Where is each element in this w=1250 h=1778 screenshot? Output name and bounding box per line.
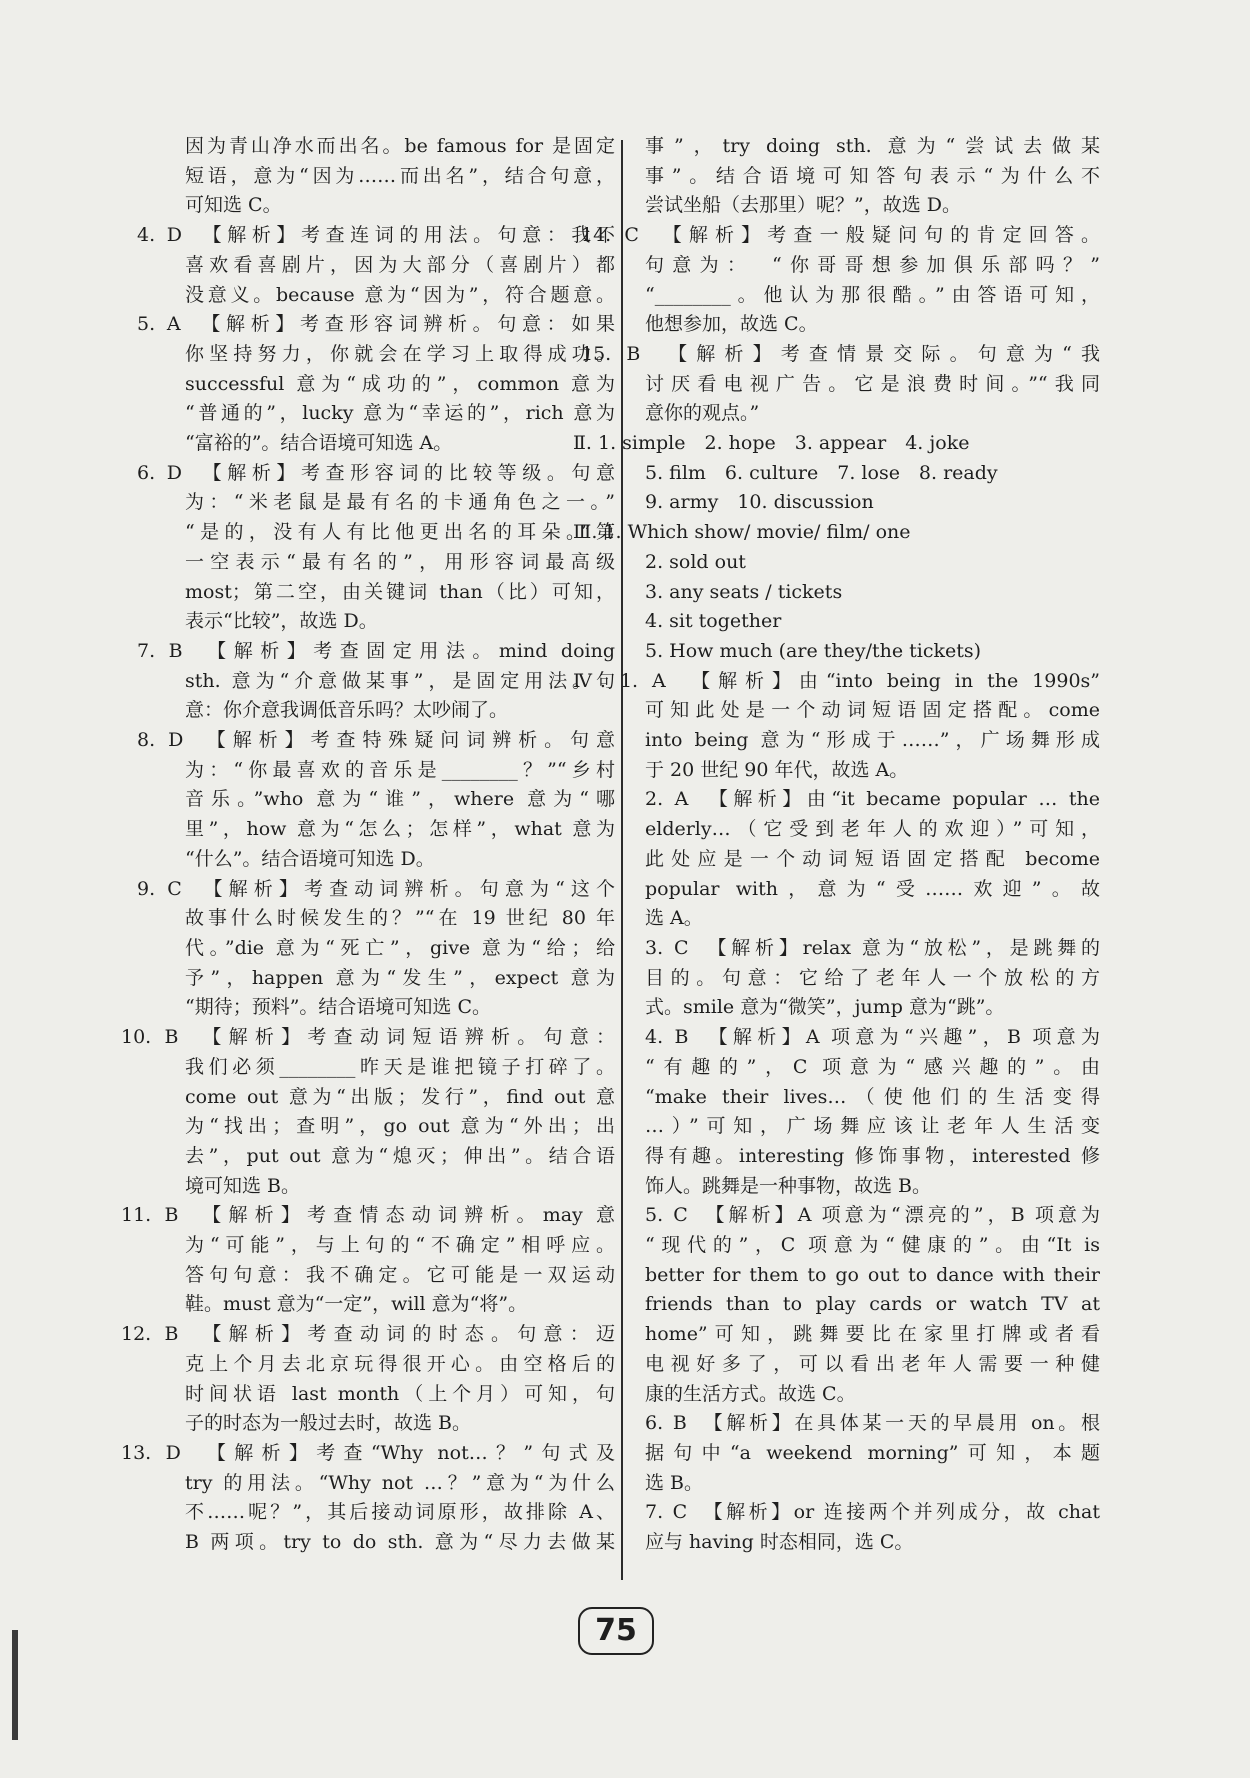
text-line: 10. B 【解析】考查动词短语辨析。句意： bbox=[121, 1026, 615, 1049]
text-line: …）”可知，广场舞应该让老年人生活变 bbox=[645, 1115, 1100, 1138]
text-line: 12. B 【解析】考查动词的时态。句意：迈 bbox=[121, 1323, 615, 1346]
text-line: Ⅱ. 1. simple 2. hope 3. appear 4. joke bbox=[573, 432, 970, 455]
text-line: 事”。结合语境可知答句表示“为什么不 bbox=[645, 164, 1100, 187]
text-line: “有趣的”，C 项意为“感兴趣的”。由 bbox=[645, 1055, 1100, 1078]
text-line: 代。”die 意为“死亡”，give 意为“给；给 bbox=[185, 936, 615, 959]
text-line: “是的，没有人有比他更出名的耳朵。”第 bbox=[185, 521, 615, 544]
text-line: 因为青山净水而出名。be famous for 是固定 bbox=[185, 135, 615, 157]
text-line: 境可知选 B。 bbox=[185, 1174, 301, 1197]
text-line: 5. C 【解析】A 项意为“漂亮的”，B 项意为 bbox=[645, 1204, 1100, 1227]
text-line: 饰人。跳舞是一种事物，故选 B。 bbox=[645, 1174, 932, 1197]
text-line: sth. 意为“介意做某事”，是固定用法。句 bbox=[185, 669, 615, 692]
text-line: 音乐。”who 意为“谁”，where 意为“哪 bbox=[185, 788, 615, 811]
text-line: 应与 having 时态相同，选 C。 bbox=[645, 1531, 914, 1554]
text-line: 选 B。 bbox=[645, 1471, 704, 1494]
text-line: into being 意为“形成于……”，广场舞形成 bbox=[645, 729, 1100, 752]
text-line: 选 A。 bbox=[645, 907, 703, 930]
text-line: 6. D 【解析】考查形容词的比较等级。句意 bbox=[137, 461, 615, 484]
text-line: 尝试坐船（去那里）呢？”，故选 D。 bbox=[645, 194, 961, 217]
text-line: better for them to go out to dance with their bbox=[645, 1263, 1100, 1286]
text-line: 事”，try doing sth. 意为“尝试去做某 bbox=[645, 135, 1100, 157]
text-line: 我们必须________昨天是谁把镜子打碎了。 bbox=[185, 1055, 615, 1078]
text-line: 可知此处是一个动词短语固定搭配。come bbox=[645, 699, 1100, 722]
text-line: elderly…（它受到老年人的欢迎）”可知， bbox=[645, 818, 1100, 841]
text-line: 式。smile 意为“微笑”，jump 意为“跳”。 bbox=[645, 996, 1005, 1019]
text-line: 喜欢看喜剧片，因为大部分（喜剧片）都 bbox=[185, 253, 615, 276]
text-line: 里”，how 意为“怎么；怎样”，what 意为 bbox=[185, 818, 615, 841]
text-line: 句意为： “你哥哥想参加俱乐部吗？” bbox=[645, 253, 1100, 276]
text-line: “make their lives…（使他们的生活变得 bbox=[645, 1085, 1100, 1108]
text-line: 讨厌看电视广告。它是浪费时间。”“我同 bbox=[645, 372, 1100, 395]
text-line: 14. C 【解析】考查一般疑问句的肯定回答。 bbox=[581, 224, 1100, 247]
text-line: successful 意为“成功的”，common 意为 bbox=[185, 372, 615, 395]
text-line: 9. C 【解析】考查动词辨析。句意为“这个 bbox=[137, 877, 615, 900]
text-line: popular with，意为“受……欢迎”。故 bbox=[645, 877, 1100, 900]
text-line: 表示“比较”，故选 D。 bbox=[185, 610, 378, 633]
text-line: try 的用法。“Why not …？”意为“为什么 bbox=[185, 1471, 615, 1494]
text-line: 意你的观点。” bbox=[645, 402, 760, 425]
text-line: “富裕的”。结合语境可知选 A。 bbox=[185, 432, 453, 455]
text-line: 意：你介意我调低音乐吗？太吵闹了。 bbox=[185, 699, 509, 722]
text-line: 8. D 【解析】考查特殊疑问词辨析。句意 bbox=[137, 729, 615, 752]
text-line: home”可知，跳舞要比在家里打牌或者看 bbox=[645, 1323, 1100, 1346]
text-line: 为：“米老鼠是最有名的卡通角色之一。” bbox=[185, 491, 615, 514]
text-line: 4. D 【解析】考查连词的用法。句意：我不 bbox=[137, 224, 615, 247]
text-line: 可知选 C。 bbox=[185, 194, 282, 217]
text-line: most；第二空，由关键词 than（比）可知， bbox=[185, 580, 615, 603]
text-line: 11. B 【解析】考查情态动词辨析。may 意 bbox=[121, 1204, 615, 1227]
text-line: 不……呢？”，其后接动词原形，故排除 A、 bbox=[185, 1501, 615, 1524]
page-number: 75 bbox=[578, 1607, 654, 1655]
text-line: 目的。句意：它给了老年人一个放松的方 bbox=[645, 966, 1100, 989]
text-line: 得有趣。interesting 修饰事物，interested 修 bbox=[645, 1144, 1100, 1167]
text-line: 据句中“a weekend morning”可知，本题 bbox=[645, 1441, 1100, 1464]
text-line: “现代的”，C 项意为“健康的”。由“It is bbox=[645, 1234, 1100, 1257]
text-line: 4. sit together bbox=[645, 610, 782, 633]
text-line: 6. B 【解析】在具体某一天的早晨用 on。根 bbox=[645, 1412, 1100, 1435]
text-line: 予”，happen 意为“发生”，expect 意为 bbox=[185, 966, 615, 989]
text-line: 9. army 10. discussion bbox=[645, 491, 874, 514]
text-line: 一空表示“最有名的”，用形容词最高级 bbox=[185, 550, 615, 573]
text-line: “期待；预料”。结合语境可知选 C。 bbox=[185, 996, 492, 1019]
text-line: “________。他认为那很酷。”由答语可知， bbox=[645, 283, 1100, 306]
text-line: come out 意为“出版；发行”，find out 意 bbox=[185, 1085, 615, 1108]
text-line: 为：“你最喜欢的音乐是________？”“乡村 bbox=[185, 758, 615, 781]
text-line: 没意义。because 意为“因为”，符合题意。 bbox=[185, 283, 615, 306]
text-line: Ⅲ. 1. Which show/ movie/ film/ one bbox=[573, 521, 911, 544]
text-line: 答句句意：我不确定。它可能是一双运动 bbox=[185, 1263, 615, 1286]
text-line: “普通的”，lucky 意为“幸运的”，rich 意为 bbox=[185, 402, 615, 425]
text-line: 短语，意为“因为……而出名”，结合句意， bbox=[185, 164, 615, 187]
text-line: 此处应是一个动词短语固定搭配 become bbox=[645, 847, 1100, 870]
left-column bbox=[121, 132, 615, 1558]
text-line: 于 20 世纪 90 年代，故选 A。 bbox=[645, 758, 909, 781]
text-line: 故事什么时候发生的？”“在 19 世纪 80 年 bbox=[185, 907, 615, 930]
text-line: 15. B 【解析】考查情景交际。句意为“我 bbox=[581, 342, 1100, 365]
text-line: Ⅳ. 1. A 【解析】由“into being in the 1990s” bbox=[573, 669, 1100, 692]
page-edge-shadow bbox=[12, 1630, 18, 1740]
text-line: 为“找出；查明”，go out 意为“外出；出 bbox=[185, 1115, 615, 1138]
text-line: 康的生活方式。故选 C。 bbox=[645, 1382, 856, 1405]
text-line: 去”，put out 意为“熄灭；伸出”。结合语 bbox=[185, 1144, 615, 1167]
text-line: 鞋。must 意为“一定”，will 意为“将”。 bbox=[185, 1293, 528, 1316]
text-line: 4. B 【解析】A 项意为“兴趣”，B 项意为 bbox=[645, 1026, 1100, 1049]
text-line: 3. any seats / tickets bbox=[645, 580, 843, 603]
text-line: 时间状语 last month（上个月）可知，句 bbox=[185, 1382, 615, 1405]
text-line: 为“可能”，与上句的“不确定”相呼应。 bbox=[185, 1234, 615, 1257]
text-line: 5. film 6. culture 7. lose 8. ready bbox=[645, 461, 998, 484]
right-column bbox=[573, 132, 1100, 1558]
text-line: 5. A 【解析】考查形容词辨析。句意：如果 bbox=[137, 313, 615, 336]
text-line: “什么”。结合语境可知选 D。 bbox=[185, 847, 435, 870]
text-line: 5. How much (are they/the tickets) bbox=[645, 639, 982, 662]
text-line: 你坚持努力，你就会在学习上取得成功。 bbox=[185, 342, 615, 365]
text-line: 7. C 【解析】or 连接两个并列成分，故 chat bbox=[645, 1501, 1100, 1524]
text-line: 子的时态为一般过去时，故选 B。 bbox=[185, 1412, 472, 1435]
text-line: 3. C 【解析】relax 意为“放松”，是跳舞的 bbox=[645, 936, 1100, 959]
text-line: 克上个月去北京玩得很开心。由空格后的 bbox=[185, 1352, 615, 1375]
text-line: 他想参加，故选 C。 bbox=[645, 313, 818, 336]
text-line: 2. A 【解析】由“it became popular … the bbox=[645, 788, 1100, 811]
text-line: 电视好多了，可以看出老年人需要一种健 bbox=[645, 1352, 1100, 1375]
text-line: 2. sold out bbox=[645, 550, 746, 573]
text-line: 13. D 【解析】考查“Why not…？”句式及 bbox=[121, 1441, 615, 1464]
text-line: friends than to play cards or watch TV at bbox=[645, 1293, 1100, 1316]
text-line: 7. B 【解析】考查固定用法。mind doing bbox=[137, 639, 615, 662]
text-line: B 两项。try to do sth. 意为“尽力去做某 bbox=[185, 1531, 615, 1554]
